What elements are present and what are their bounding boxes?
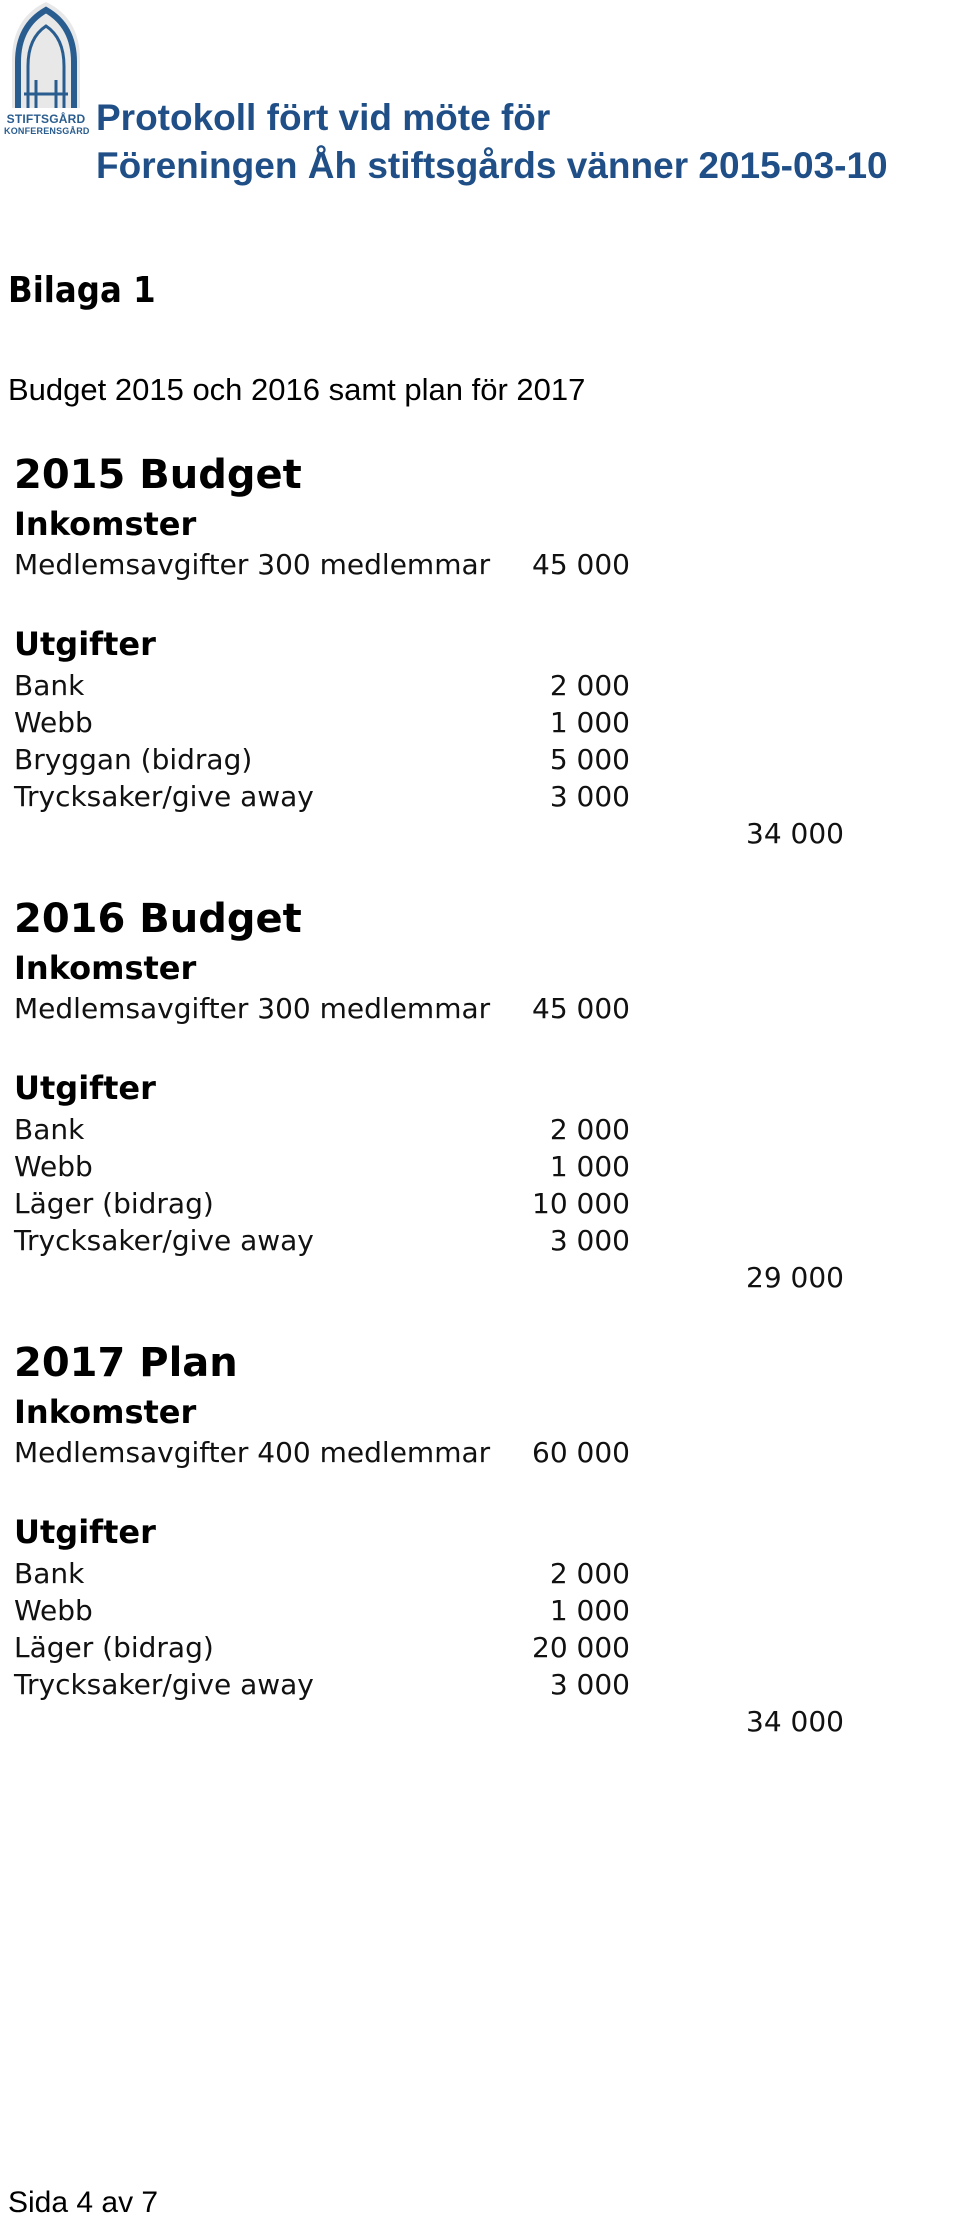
expense-amount: 2 000 <box>549 1557 630 1590</box>
expense-amount: 1 000 <box>549 1150 630 1183</box>
expense-amount: 2 000 <box>549 669 630 702</box>
expense-row <box>0 1592 960 1630</box>
header-title-line1: Protokoll fört vid möte för <box>96 97 551 138</box>
income-label: Medlemsavgifter 300 medlemmar <box>14 548 491 581</box>
income-heading: Inkomster <box>14 505 197 543</box>
income-row <box>0 990 960 1028</box>
logo-text-stiftsgard: STIFTSGÅRD <box>6 112 86 126</box>
chapel-arch-icon <box>4 0 88 110</box>
attachment-heading: Bilaga 1 <box>8 270 156 311</box>
expense-amount: 10 000 <box>532 1187 630 1220</box>
expense-amount: 1 000 <box>549 1594 630 1627</box>
logo-text-konferensgard: KONFERENSGÅRD <box>4 126 90 136</box>
total-row <box>0 1259 960 1297</box>
section-total: 34 000 <box>746 817 844 850</box>
header-title-line2: Föreningen Åh stiftsgårds vänner 2015-03-10 <box>96 145 888 186</box>
expense-row <box>0 778 960 816</box>
section-total: 29 000 <box>746 1261 844 1294</box>
income-label: Medlemsavgifter 300 medlemmar <box>14 992 491 1025</box>
expense-label: Bank <box>14 1113 85 1146</box>
expense-label: Trycksaker/give away <box>14 1668 314 1701</box>
total-row <box>0 1703 960 1741</box>
expense-row <box>0 1111 960 1149</box>
expense-row <box>0 1185 960 1223</box>
income-label: Medlemsavgifter 400 medlemmar <box>14 1436 491 1469</box>
expense-label: Trycksaker/give away <box>14 1224 314 1257</box>
expense-label: Bank <box>14 1557 85 1590</box>
expense-row <box>0 1222 960 1260</box>
expense-label: Läger (bidrag) <box>14 1631 214 1664</box>
expense-amount: 20 000 <box>532 1631 630 1664</box>
section-title: 2016 Budget <box>14 896 302 942</box>
expense-amount: 3 000 <box>549 1668 630 1701</box>
section-title: 2017 Plan <box>14 1340 238 1386</box>
expense-row <box>0 1148 960 1186</box>
expense-label: Webb <box>14 706 93 739</box>
expense-label: Läger (bidrag) <box>14 1187 214 1220</box>
income-amount: 60 000 <box>532 1436 630 1469</box>
page-number: Sida 4 av 7 <box>8 2186 159 2219</box>
document-header-title <box>96 94 888 190</box>
expense-label: Trycksaker/give away <box>14 780 314 813</box>
income-amount: 45 000 <box>532 992 630 1025</box>
expense-label: Bank <box>14 669 85 702</box>
expense-row <box>0 1555 960 1593</box>
income-amount: 45 000 <box>532 548 630 581</box>
section-title: 2015 Budget <box>14 452 302 498</box>
expense-heading: Utgifter <box>14 625 156 663</box>
income-heading: Inkomster <box>14 949 197 987</box>
expense-amount: 3 000 <box>549 780 630 813</box>
expense-label: Webb <box>14 1150 93 1183</box>
income-row <box>0 546 960 584</box>
expense-row <box>0 741 960 779</box>
total-row <box>0 815 960 853</box>
income-heading: Inkomster <box>14 1393 197 1431</box>
expense-amount: 1 000 <box>549 706 630 739</box>
expense-row <box>0 667 960 705</box>
expense-row <box>0 704 960 742</box>
expense-amount: 3 000 <box>549 1224 630 1257</box>
expense-amount: 2 000 <box>549 1113 630 1146</box>
expense-label: Webb <box>14 1594 93 1627</box>
expense-amount: 5 000 <box>549 743 630 776</box>
section-total: 34 000 <box>746 1705 844 1738</box>
expense-heading: Utgifter <box>14 1513 156 1551</box>
expense-heading: Utgifter <box>14 1069 156 1107</box>
expense-row <box>0 1629 960 1667</box>
document-subtitle: Budget 2015 och 2016 samt plan för 2017 <box>8 372 586 407</box>
expense-row <box>0 1666 960 1704</box>
expense-label: Bryggan (bidrag) <box>14 743 253 776</box>
income-row <box>0 1434 960 1472</box>
